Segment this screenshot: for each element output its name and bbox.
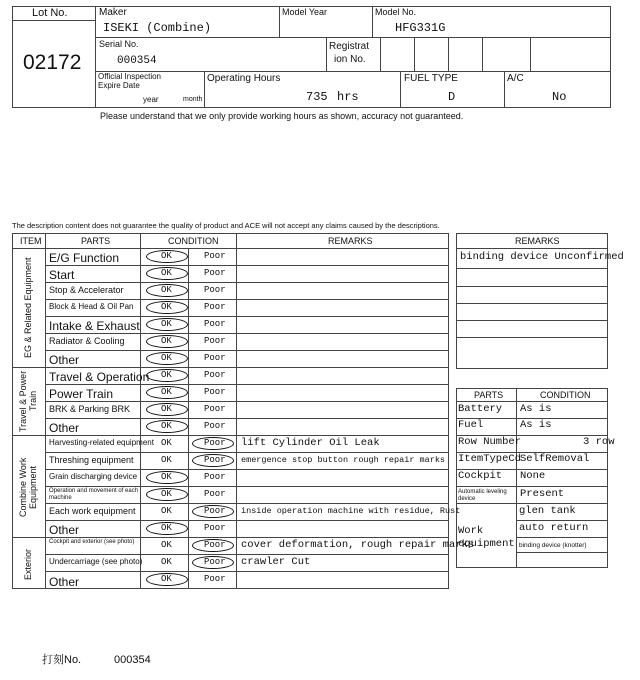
ok-option[interactable]: OK (161, 370, 172, 380)
remarks-divider (456, 320, 608, 321)
remarks-divider (456, 303, 608, 304)
remark-text: inside operation machine with residue, Rust (241, 506, 461, 517)
col-header-item: ITEM (20, 236, 42, 246)
specs-header-parts: PARTS (474, 390, 504, 400)
part-name: BRK & Parking BRK (49, 404, 131, 414)
category-eg: EG & Related Equipment (23, 257, 34, 359)
divider (400, 71, 401, 108)
selected-circle (146, 573, 188, 586)
poor-option[interactable]: Poor (204, 455, 226, 465)
row-divider (45, 571, 449, 572)
registration-label: Registrat (329, 41, 370, 52)
year-label: year (143, 95, 159, 104)
row-divider (12, 435, 449, 436)
specs-divider (456, 401, 608, 402)
lot-label: Lot No. (32, 7, 68, 19)
specs-divider (516, 520, 608, 521)
divider (448, 37, 449, 71)
hours-unit: hrs (337, 90, 359, 104)
divider (95, 37, 611, 38)
part-name: Cockpit and exterior (see photo) (49, 539, 135, 545)
selected-circle (146, 403, 188, 416)
poor-option[interactable]: Poor (204, 574, 226, 584)
specs-divider (456, 503, 608, 504)
lot-number: 02172 (23, 51, 82, 74)
selected-circle (192, 505, 234, 518)
divider (530, 37, 531, 71)
right-remark-line: binding device Unconfirmed (460, 251, 624, 263)
selected-circle (192, 556, 234, 569)
ok-option[interactable]: OK (161, 336, 172, 346)
remarks-divider (456, 248, 608, 249)
poor-option[interactable]: Poor (204, 438, 226, 448)
model-no-label: Model No. (375, 7, 417, 17)
hours-value: 735 (306, 90, 328, 104)
ok-option[interactable]: OK (161, 404, 172, 414)
row-divider (45, 265, 449, 266)
serial-value: 000354 (117, 55, 157, 67)
spec-label: Battery (458, 403, 503, 415)
selected-circle (146, 318, 188, 331)
selected-circle (146, 284, 188, 297)
serial-label: Serial No. (99, 39, 139, 49)
poor-option[interactable]: Poor (204, 387, 226, 397)
divider (204, 71, 205, 108)
ok-option[interactable]: OK (161, 438, 172, 448)
selected-circle (192, 539, 234, 552)
month-label: month (183, 96, 203, 103)
divider (95, 6, 96, 108)
spec-label: Fuel (458, 419, 484, 431)
inspection-label: Official Inspection (98, 72, 161, 81)
specs-divider (516, 537, 608, 538)
part-name: Travel & Operation (49, 370, 150, 384)
part-name: Other (49, 353, 80, 367)
row-divider (45, 333, 449, 334)
part-name: Threshing equipment (49, 455, 134, 465)
spec-value: None (520, 470, 546, 482)
remarks-divider (456, 268, 608, 269)
category-travel: Travel & Power Train (18, 370, 38, 432)
spec-value: Present (520, 488, 565, 500)
divider (414, 37, 415, 71)
selected-circle (146, 522, 188, 535)
hours-label: Operating Hours (207, 73, 281, 84)
spec-label: Cockpit (458, 470, 503, 482)
spec-value: As is (520, 403, 552, 415)
col-divider (236, 233, 237, 589)
ok-option[interactable]: OK (161, 523, 172, 533)
poor-option[interactable]: Poor (204, 370, 226, 380)
selected-circle (146, 267, 188, 280)
row-divider (45, 503, 449, 504)
fuel-type-label: FUEL TYPE (404, 73, 458, 84)
work-equipment-value: auto return (519, 522, 589, 534)
poor-option[interactable]: Poor (204, 523, 226, 533)
poor-option[interactable]: Poor (204, 540, 226, 550)
hours-note: Please understand that we only provide working hours as shown, accuracy not guaranteed. (100, 111, 464, 121)
divider (326, 37, 327, 71)
model-no-value: HFG331G (395, 21, 446, 35)
col-divider (45, 233, 46, 589)
row-divider (45, 486, 449, 487)
poor-option[interactable]: Poor (204, 285, 226, 295)
category-exterior: Exterior (23, 548, 34, 580)
specs-divider (516, 552, 608, 553)
ok-option[interactable]: OK (161, 421, 172, 431)
work-equipment-label-2: equipment (458, 538, 515, 550)
row-divider (45, 452, 449, 453)
selected-circle (146, 369, 188, 382)
spec-label: ItemTypeCd (458, 453, 522, 465)
divider (482, 37, 483, 71)
selected-circle (146, 250, 188, 263)
disclaimer: The description content does not guarantee the quality of product and ACE will not accept any claims caused by the descriptions. (12, 221, 440, 230)
specs-divider (516, 388, 517, 568)
part-name: Other (49, 523, 80, 537)
ok-option[interactable]: OK (161, 319, 172, 329)
part-name: Stop & Accelerator (49, 285, 124, 295)
spec-value: 3 row (583, 436, 615, 448)
work-equipment-value: glen tank (519, 505, 576, 517)
remark-text: crawler Cut (241, 556, 311, 569)
selected-circle (146, 471, 188, 484)
part-name: Radiator & Cooling (49, 336, 125, 346)
part-name: Operation and movement of each machine (49, 488, 139, 501)
registration-label-2: ion No. (334, 54, 366, 65)
poor-option[interactable]: Poor (204, 251, 226, 261)
poor-option[interactable]: Poor (204, 421, 226, 431)
model-year-label: Model Year (282, 7, 328, 17)
poor-option[interactable]: Poor (204, 404, 226, 414)
maker-value: ISEKI (Combine) (103, 21, 212, 35)
row-divider (45, 401, 449, 402)
poor-option[interactable]: Poor (204, 557, 226, 567)
stamp-label: 打刻No. (42, 654, 82, 666)
divider (279, 6, 280, 37)
poor-option[interactable]: Poor (204, 302, 226, 312)
part-name: Power Train (49, 387, 114, 401)
spec-label: Automatic leveling device (458, 489, 507, 502)
poor-option[interactable]: Poor (204, 472, 226, 482)
poor-option[interactable]: Poor (204, 506, 226, 516)
ok-option[interactable]: OK (161, 557, 172, 567)
inspection-label-2: Expire Date (98, 81, 140, 90)
part-name: Other (49, 574, 80, 589)
poor-option[interactable]: Poor (204, 268, 226, 278)
poor-option[interactable]: Poor (204, 353, 226, 363)
selected-circle (146, 420, 188, 433)
category-combine: Combine Work Equipment (18, 457, 38, 517)
ok-option[interactable]: OK (161, 251, 172, 261)
ac-label: A/C (507, 73, 524, 84)
ok-option[interactable]: OK (161, 574, 172, 584)
selected-circle (146, 488, 188, 501)
ok-option[interactable]: OK (161, 540, 172, 550)
row-divider (45, 350, 449, 351)
col-header-condition: CONDITION (168, 236, 219, 246)
row-divider (45, 299, 449, 300)
ok-option[interactable]: OK (161, 506, 172, 516)
poor-option[interactable]: Poor (204, 489, 226, 499)
poor-option[interactable]: Poor (204, 336, 226, 346)
row-divider (45, 316, 449, 317)
selected-circle (146, 301, 188, 314)
remark-text: emergence stop button rough repair marks (241, 455, 446, 466)
specs-header-condition: CONDITION (540, 390, 591, 400)
remark-text: cover deformation, rough repair marks (241, 539, 475, 552)
col-divider (140, 233, 141, 589)
divider (12, 20, 95, 21)
ok-option[interactable]: OK (161, 268, 172, 278)
ok-option[interactable]: OK (161, 472, 172, 482)
spec-label: Row Number (458, 436, 522, 448)
selected-circle (146, 335, 188, 348)
part-name: E/G Function (49, 251, 120, 265)
part-name: Each work equipment (49, 506, 136, 516)
part-name: Undercarriage (see photo) (49, 557, 143, 566)
part-name: Intake & Exhaust (49, 319, 140, 333)
spec-value: As is (520, 419, 552, 431)
row-divider (45, 418, 449, 419)
right-remarks-title: REMARKS (515, 236, 560, 246)
maker-label: Maker (99, 7, 127, 18)
selected-circle (192, 454, 234, 467)
part-name: Harvesting-related equipment (49, 438, 154, 447)
divider (504, 71, 505, 108)
header-divider (12, 248, 449, 249)
col-header-parts: PARTS (81, 236, 111, 246)
stamp-value: 000354 (114, 654, 151, 666)
ac-value: No (552, 90, 567, 104)
ok-option[interactable]: OK (161, 489, 172, 499)
divider (380, 37, 381, 71)
row-divider (45, 384, 449, 385)
work-equipment-value: binding device (knotter) (519, 542, 587, 549)
row-divider (45, 520, 449, 521)
part-name: Block & Head & Oil Pan (49, 302, 134, 311)
row-divider (45, 469, 449, 470)
row-divider (12, 367, 449, 368)
fuel-type-value: D (448, 90, 456, 104)
ok-option[interactable]: OK (161, 285, 172, 295)
divider (95, 71, 611, 72)
ok-option[interactable]: OK (161, 353, 172, 363)
col-header-remarks: REMARKS (328, 236, 373, 246)
part-name: Start (49, 268, 75, 282)
remarks-divider (456, 337, 608, 338)
row-divider (45, 554, 449, 555)
ok-option[interactable]: OK (161, 455, 172, 465)
part-name: Grain discharging device (49, 472, 138, 481)
ok-option[interactable]: OK (161, 387, 172, 397)
selected-circle (146, 386, 188, 399)
specs-divider (456, 486, 608, 487)
spec-value: SelfRemoval (520, 453, 590, 465)
part-name: Other (49, 421, 80, 435)
selected-circle (146, 352, 188, 365)
poor-option[interactable]: Poor (204, 319, 226, 329)
divider (372, 6, 373, 37)
remarks-divider (456, 286, 608, 287)
remark-text: lift Cylinder Oil Leak (241, 437, 380, 450)
selected-circle (192, 437, 234, 450)
row-divider (12, 537, 449, 538)
ok-option[interactable]: OK (161, 302, 172, 312)
work-equipment-label: Work (458, 525, 484, 537)
row-divider (45, 282, 449, 283)
